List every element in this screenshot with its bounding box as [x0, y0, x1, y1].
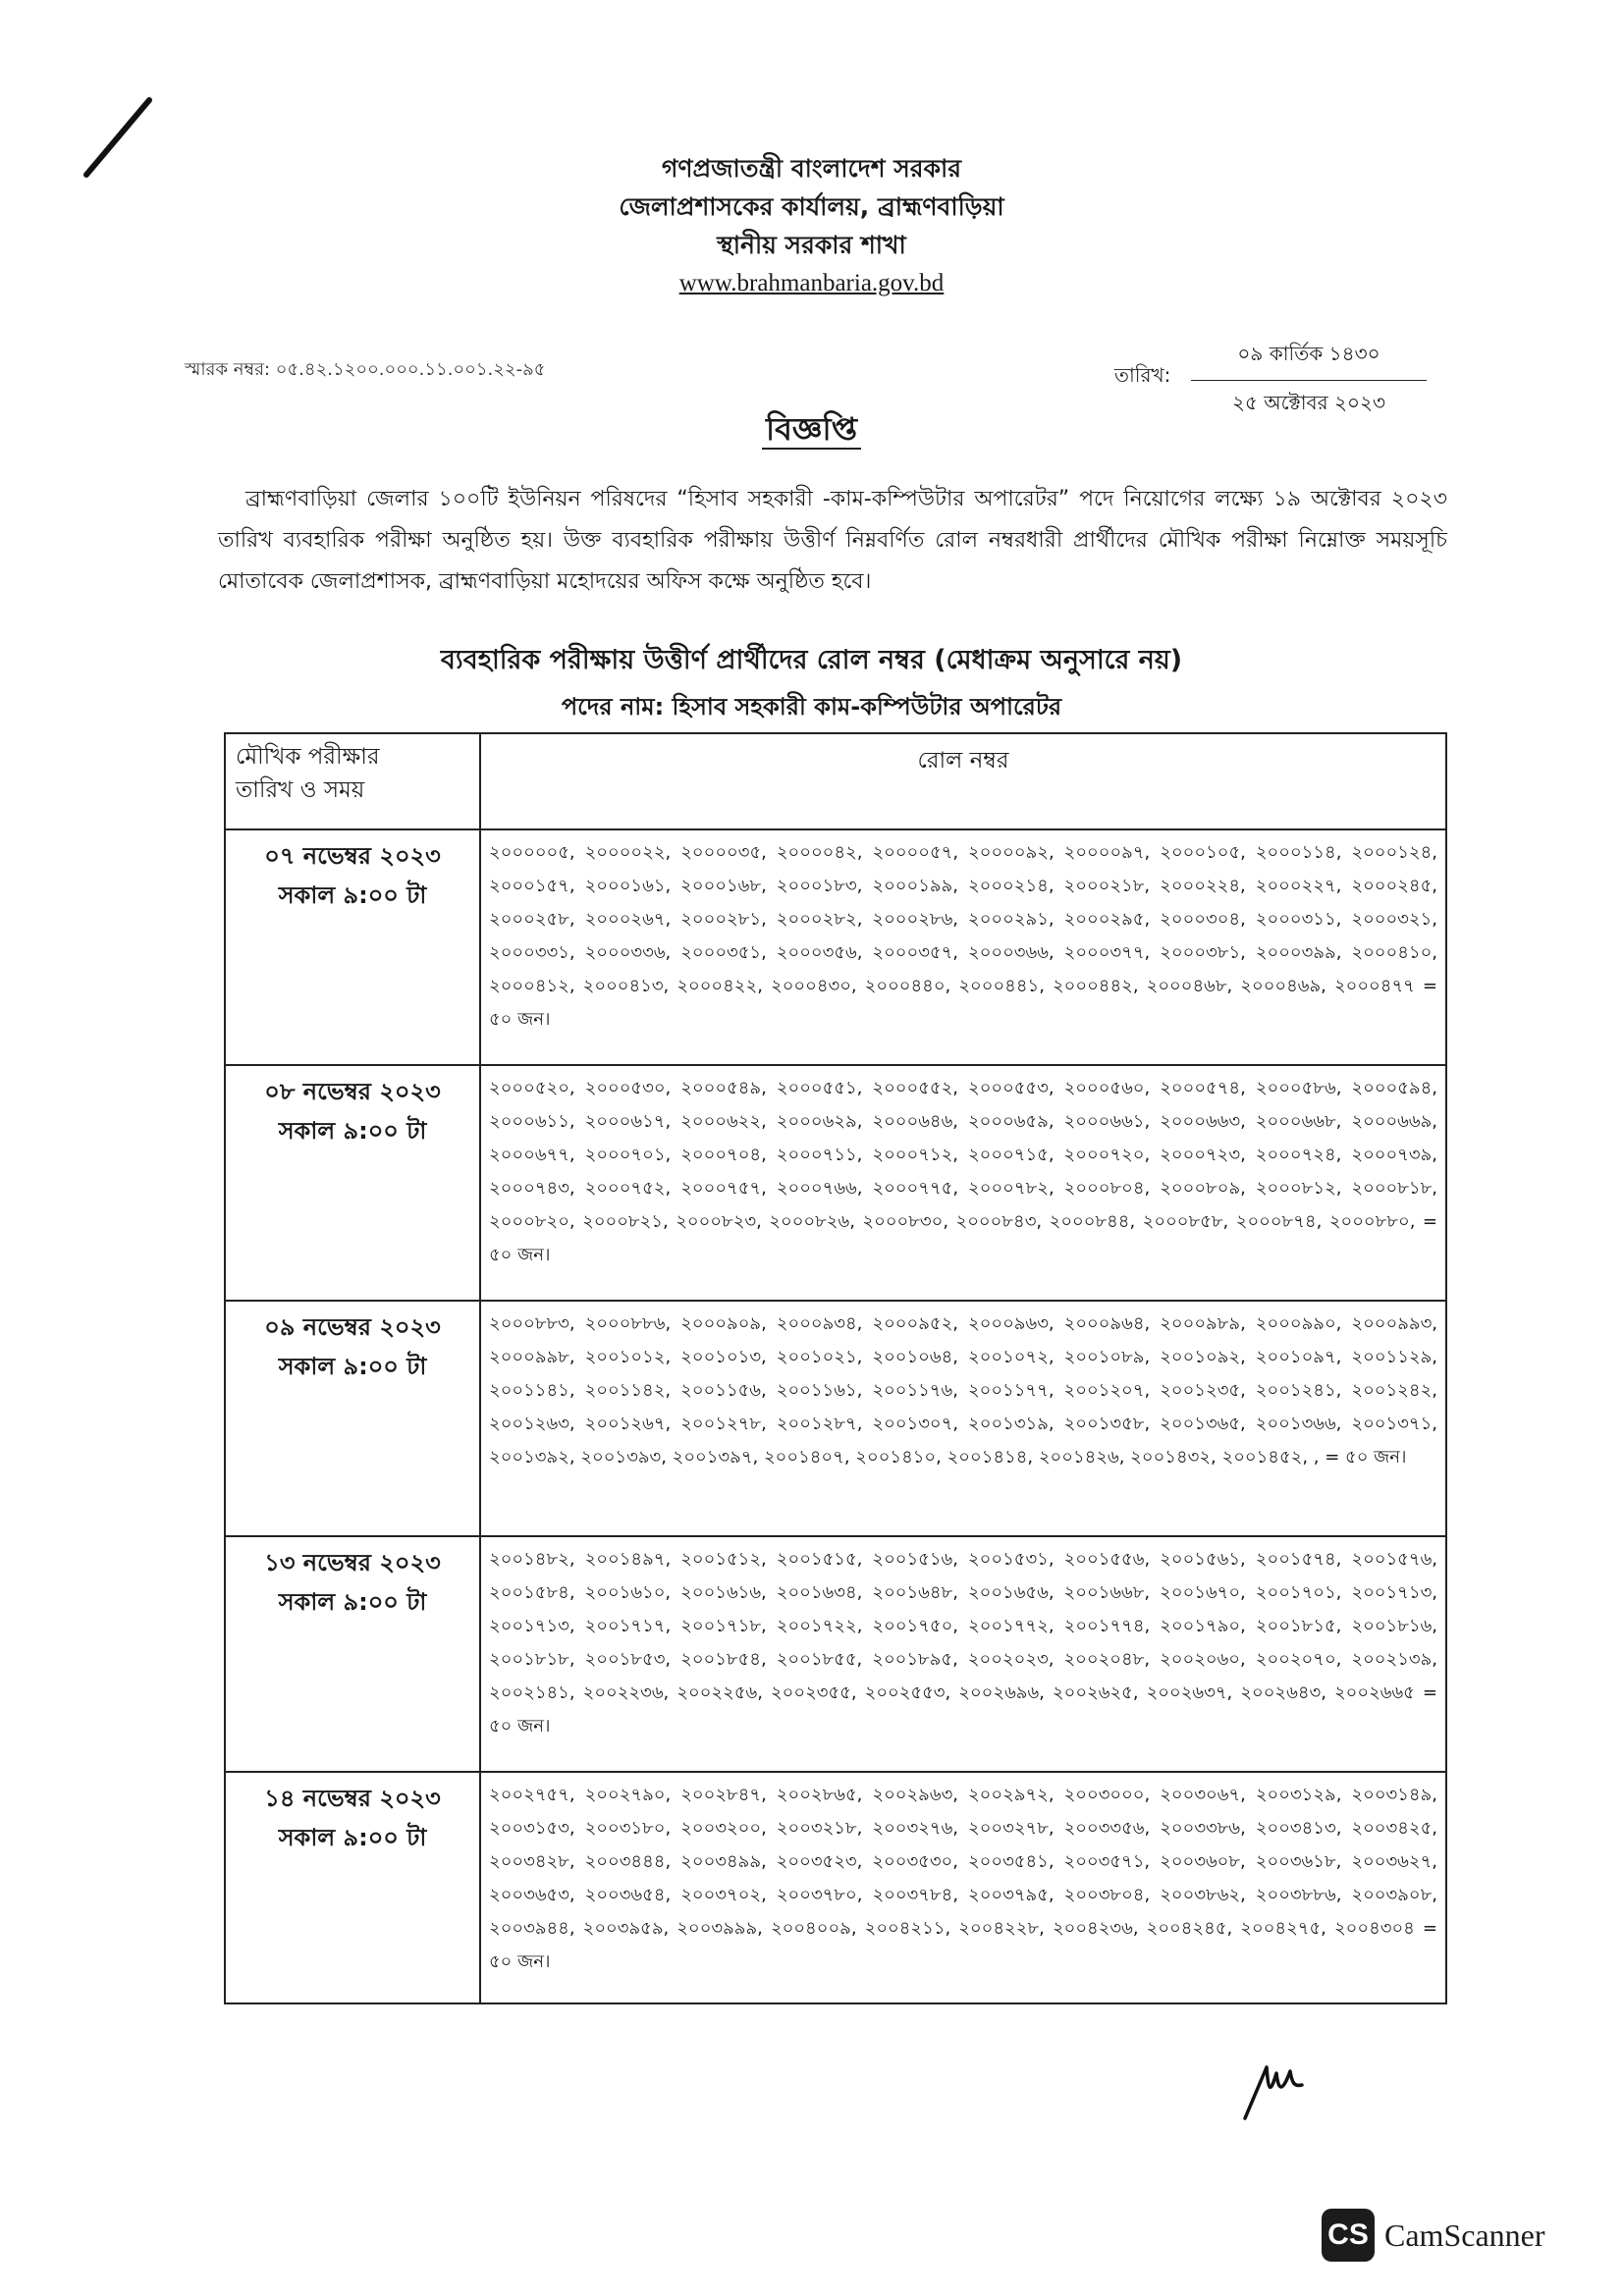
table-row: [225, 1301, 1446, 1536]
camscanner-logo-icon: CS: [1322, 2209, 1375, 2262]
branch-name: স্থানীয় সরকার শাখা: [717, 231, 906, 259]
table-header-row: [225, 733, 1446, 829]
office-name: জেলাপ্রশাসকের কার্যালয়, ব্রাহ্মণবাড়িয়া: [619, 192, 1004, 221]
roll-numbers: ২০০২৭৫৭, ২০০২৭৯০, ২০০২৮৪৭, ২০০২৮৬৫, ২০০২৯৬৩, ২০০২৯৭২, ২০০৩০০০, ২০০৩০৬৭, ২০০৩১২৯, ২০০৩১৪৯, ২০০৩১৫৩, ২০০৩১৮০, ২০০৩২০০, ২০০৩২১৮, ২০০৩২৭৬, ২০০৩২৭৮, ২০০৩৩৫৬, ২০০৩৩৮৬, ২০০৩৪১৩, ২০০৩৪২৫, ২০০৩৪২৮, ২০০৩৪৪৪, ২০০৩৪৯৯, ২০০৩৫২৩, ২০০৩৫৩০, ২০০৩৫৪১, ২০০৩৫৭১, ২০০৩৬০৮, ২০০৩৬১৮, ২০০৩৬২৭, ২০০৩৬৫৩, ২০০৩৬৫৪, ২০০৩৭০২, ২০০৩৭৮০, ২০০৩৭৮৪, ২০০৩৭৯৫, ২০০৩৮০৪, ২০০৩৮৬২, ২০০৩৮৮৬, ২০০৩৯০৮, ২০০৩৯৪৪, ২০০৩৯৫৯, ২০০৩৯৯৯, ২০০৪০০৯, ২০০৪২১১, ২০০৪২২৮, ২০০৪২৩৬, ২০০৪২৪৫, ২০০৪২৭৫, ২০০৪৩০৪ = ৫০ জন।: [480, 1772, 1446, 2003]
date-bangla: ০৯ কার্তিক ১৪৩০: [1237, 342, 1380, 365]
govt-name: গণপ্রজাতন্ত্রী বাংলাদেশ সরকার: [662, 154, 961, 183]
signature-icon: [1239, 2034, 1318, 2122]
viva-date-time: ১৩ নভেম্বর ২০২৩ সকাল ৯:০০ টা: [225, 1536, 480, 1772]
notice-paragraph-text: ব্রাহ্মণবাড়িয়া জেলার ১০০টি ইউনিয়ন পরিষদের “হিসাব সহকারী -কাম-কম্পিউটার অপারেটর” পদে নিয়োগের লক্ষ্যে ১৯ অক্টোবর ২০২৩ তারিখ ব্যবহারিক পরীক্ষা অনুষ্ঠিত হয়। উক্ত ব্যবহারিক পরীক্ষায় উত্তীর্ণ নিম্নবর্ণিত রোল নম্বরধারী প্রার্থীদের মৌখিক পরীক্ষা নিম্নোক্ত সময়সূচি মোতাবেক জেলাপ্রশাসক, ব্রাহ্মণবাড়িয়া মহোদয়ের অফিস কক্ষে অনুষ্ঠিত হবে।: [218, 487, 1447, 594]
notice-title: বিজ্ঞপ্তি: [0, 404, 1623, 457]
header-roll-number: রোল নম্বর: [480, 733, 1446, 829]
roll-numbers: ২০০০০০৫, ২০০০০২২, ২০০০০৩৫, ২০০০০৪২, ২০০০০৫৭, ২০০০০৯২, ২০০০০৯৭, ২০০০১০৫, ২০০০১১৪, ২০০০১২৪, ২০০০১৫৭, ২০০০১৬১, ২০০০১৬৮, ২০০০১৮৩, ২০০০১৯৯, ২০০০২১৪, ২০০০২১৮, ২০০০২২৪, ২০০০২২৭, ২০০০২৪৫, ২০০০২৫৮, ২০০০২৬৭, ২০০০২৮১, ২০০০২৮২, ২০০০২৮৬, ২০০০২৯১, ২০০০২৯৫, ২০০০৩০৪, ২০০০৩১১, ২০০০৩২১, ২০০০৩৩১, ২০০০৩৩৬, ২০০০৩৫১, ২০০০৩৫৬, ২০০০৩৫৭, ২০০০৩৬৬, ২০০০৩৭৭, ২০০০৩৮১, ২০০০৩৯৯, ২০০০৪১০, ২০০০৪১২, ২০০০৪১৩, ২০০০৪২২, ২০০০৪৩০, ২০০০৪৪০, ২০০০৪৪১, ২০০০৪৪২, ২০০০৪৬৮, ২০০০৪৬৯, ২০০০৪৭৭ = ৫০ জন।: [480, 829, 1446, 1065]
roll-numbers: ২০০০৫২০, ২০০০৫৩০, ২০০০৫৪৯, ২০০০৫৫১, ২০০০৫৫২, ২০০০৫৫৩, ২০০০৫৬০, ২০০০৫৭৪, ২০০০৫৮৬, ২০০০৫৯৪, ২০০০৬১১, ২০০০৬১৭, ২০০০৬২২, ২০০০৬২৯, ২০০০৬৪৬, ২০০০৬৫৯, ২০০০৬৬১, ২০০০৬৬৩, ২০০০৬৬৮, ২০০০৬৬৯, ২০০০৬৭৭, ২০০০৭০১, ২০০০৭০৪, ২০০০৭১১, ২০০০৭১২, ২০০০৭১৫, ২০০০৭২০, ২০০০৭২৩, ২০০০৭২৪, ২০০০৭৩৯, ২০০০৭৪৩, ২০০০৭৫২, ২০০০৭৫৭, ২০০০৭৬৬, ২০০০৭৭৫, ২০০০৭৮২, ২০০০৮০৪, ২০০০৮০৯, ২০০০৮১২, ২০০০৮১৮, ২০০০৮২০, ২০০০৮২১, ২০০০৮২৩, ২০০০৮২৬, ২০০০৮৩০, ২০০০৮৪৩, ২০০০৮৪৪, ২০০০৮৫৮, ২০০০৮৭৪, ২০০০৮৮০, = ৫০ জন।: [480, 1065, 1446, 1301]
roll-numbers: ২০০১৪৮২, ২০০১৪৯৭, ২০০১৫১২, ২০০১৫১৫, ২০০১৫১৬, ২০০১৫৩১, ২০০১৫৫৬, ২০০১৫৬১, ২০০১৫৭৪, ২০০১৫৭৬, ২০০১৫৮৪, ২০০১৬১০, ২০০১৬১৬, ২০০১৬৩৪, ২০০১৬৪৮, ২০০১৬৫৬, ২০০১৬৬৮, ২০০১৬৭০, ২০০১৭০১, ২০০১৭১৩, ২০০১৭১৩, ২০০১৭১৭, ২০০১৭১৮, ২০০১৭২২, ২০০১৭৫০, ২০০১৭৭২, ২০০১৭৭৪, ২০০১৭৯০, ২০০১৮১৫, ২০০১৮১৬, ২০০১৮১৮, ২০০১৮৫৩, ২০০১৮৫৪, ২০০১৮৫৫, ২০০১৮৯৫, ২০০২০২৩, ২০০২০৪৮, ২০০২০৬০, ২০০২০৭০, ২০০২১৩৯, ২০০২১৪১, ২০০২২৩৬, ২০০২২৫৬, ২০০২৩৫৫, ২০০২৫৫৩, ২০০২৬৯৬, ২০০২৬২৫, ২০০২৬৩৭, ২০০২৬৪৩, ২০০২৬৬৫ = ৫০ জন।: [480, 1536, 1446, 1772]
table-row: [225, 1065, 1446, 1301]
table-row: [225, 1536, 1446, 1772]
date-label: তারিখ:: [1114, 363, 1171, 387]
website-link[interactable]: www.brahmanbaria.gov.bd: [678, 270, 945, 296]
roll-numbers: ২০০০৮৮৩, ২০০০৮৮৬, ২০০০৯০৯, ২০০০৯৩৪, ২০০০৯৫২, ২০০০৯৬৩, ২০০০৯৬৪, ২০০০৯৮৯, ২০০০৯৯০, ২০০০৯৯৩, ২০০০৯৯৮, ২০০১০১২, ২০০১০১৩, ২০০১০২১, ২০০১০৬৪, ২০০১০৭২, ২০০১০৮৯, ২০০১০৯২, ২০০১০৯৭, ২০০১১২৯, ২০০১১৪১, ২০০১১৪২, ২০০১১৫৬, ২০০১১৬১, ২০০১১৭৬, ২০০১১৭৭, ২০০১২০৭, ২০০১২৩৫, ২০০১২৪১, ২০০১২৪২, ২০০১২৬৩, ২০০১২৬৭, ২০০১২৭৮, ২০০১২৮৭, ২০০১৩০৭, ২০০১৩১৯, ২০০১৩৫৮, ২০০১৩৬৫, ২০০১৩৬৬, ২০০১৩৭১, ২০০১৩৯২, ২০০১৩৯৩, ২০০১৩৯৭, ২০০১৪০৭, ২০০১৪১০, ২০০১৪১৪, ২০০১৪২৬, ২০০১৪৩২, ২০০১৪৫২, , = ৫০ জন।: [480, 1301, 1446, 1536]
date-english: ২৫ অক্টোবর ২০২৩: [1231, 391, 1386, 414]
notice-paragraph: [218, 479, 1447, 603]
viva-date-time: ০৮ নভেম্বর ২০২৩ সকাল ৯:০০ টা: [225, 1065, 480, 1301]
table-row: [225, 1772, 1446, 2003]
camscanner-watermark: [1322, 2209, 1545, 2262]
post-name: পদের নাম: হিসাব সহকারী কাম-কম্পিউটার অপারেটর: [561, 693, 1062, 721]
header-date-time: মৌখিক পরীক্ষার তারিখ ও সময়: [225, 733, 480, 829]
roll-table: [224, 732, 1447, 2004]
viva-date-time: ০৭ নভেম্বর ২০২৩ সকাল ৯:০০ টা: [225, 829, 480, 1065]
memo-number: স্মারক নম্বর: ০৫.৪২.১২০০.০০০.১১.০০১.২২-৯৫: [185, 359, 546, 380]
camscanner-name: CamScanner: [1384, 2216, 1545, 2253]
viva-date-time: ০৯ নভেম্বর ২০২৩ সকাল ৯:০০ টা: [225, 1301, 480, 1536]
table-row: [225, 829, 1446, 1065]
results-heading: ব্যবহারিক পরীক্ষায় উত্তীর্ণ প্রার্থীদের রোল নম্বর (মেধাক্রম অনুসারে নয়): [440, 645, 1183, 675]
viva-date-time: ১৪ নভেম্বর ২০২৩ সকাল ৯:০০ টা: [225, 1772, 480, 2003]
letterhead: [0, 149, 1623, 302]
